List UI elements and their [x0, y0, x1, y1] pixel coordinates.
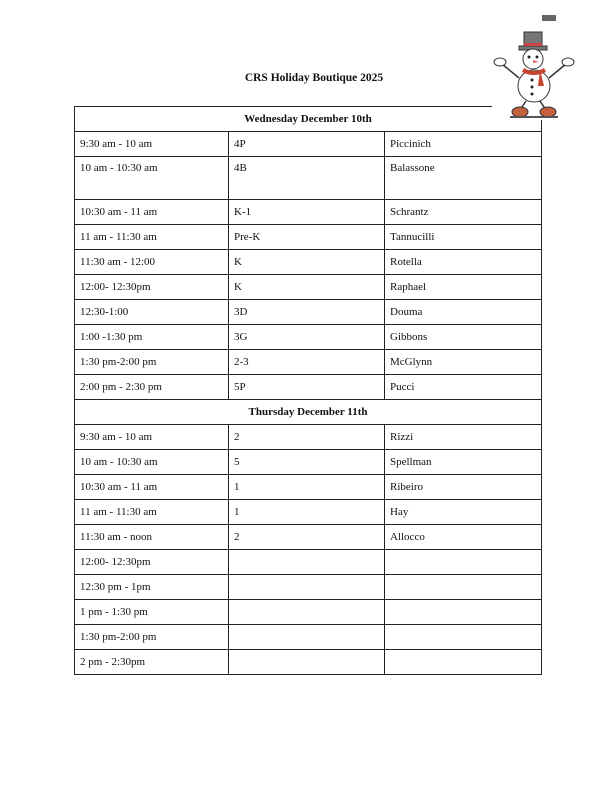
class-cell: 5P	[229, 375, 385, 400]
table-row	[75, 157, 542, 200]
class-cell: 3G	[229, 325, 385, 350]
time-cell: 12:00- 12:30pm	[75, 275, 229, 300]
time-cell: 10 am - 10:30 am	[75, 450, 229, 475]
time-cell: 1:00 -1:30 pm	[75, 325, 229, 350]
teacher-cell	[385, 600, 542, 625]
teacher-cell: Raphael	[385, 275, 542, 300]
day-header: Thursday December 11th	[75, 400, 542, 425]
table-row	[75, 325, 542, 350]
time-cell: 10:30 am - 11 am	[75, 475, 229, 500]
teacher-cell: Balassone	[385, 157, 542, 200]
table-row	[75, 132, 542, 157]
class-cell: 2	[229, 525, 385, 550]
class-cell: 4P	[229, 132, 385, 157]
time-cell: 12:30-1:00	[75, 300, 229, 325]
class-cell: 3D	[229, 300, 385, 325]
class-cell: K	[229, 250, 385, 275]
hat-fragment	[542, 15, 556, 21]
time-cell: 11 am - 11:30 am	[75, 500, 229, 525]
table-row	[75, 575, 542, 600]
table-row	[75, 225, 542, 250]
teacher-cell	[385, 625, 542, 650]
teacher-cell: Tannucilli	[385, 225, 542, 250]
table-row	[75, 300, 542, 325]
table-row	[75, 550, 542, 575]
time-cell: 2:00 pm - 2:30 pm	[75, 375, 229, 400]
time-cell: 12:30 pm - 1pm	[75, 575, 229, 600]
teacher-cell: Rizzi	[385, 425, 542, 450]
table-row	[75, 375, 542, 400]
class-cell: 4B	[229, 157, 385, 200]
class-cell: 2	[229, 425, 385, 450]
table-row	[75, 525, 542, 550]
teacher-cell: Schrantz	[385, 200, 542, 225]
document-title: CRS Holiday Boutique 2025	[244, 72, 384, 84]
teacher-cell	[385, 550, 542, 575]
teacher-cell: Hay	[385, 500, 542, 525]
class-cell: K-1	[229, 200, 385, 225]
class-cell: 2-3	[229, 350, 385, 375]
day-header-row	[75, 400, 542, 425]
table-row	[75, 500, 542, 525]
class-cell	[229, 575, 385, 600]
time-cell: 1:30 pm-2:00 pm	[75, 350, 229, 375]
snowman-illustration	[492, 12, 576, 120]
teacher-cell: McGlynn	[385, 350, 542, 375]
teacher-cell: Pucci	[385, 375, 542, 400]
table-row	[75, 200, 542, 225]
class-cell	[229, 625, 385, 650]
table-row	[75, 650, 542, 675]
teacher-cell	[385, 575, 542, 600]
table-row	[75, 275, 542, 300]
class-cell	[229, 600, 385, 625]
time-cell: 10:30 am - 11 am	[75, 200, 229, 225]
teacher-cell: Rotella	[385, 250, 542, 275]
table-row	[75, 475, 542, 500]
time-cell: 9:30 am - 10 am	[75, 425, 229, 450]
table-row	[75, 350, 542, 375]
time-cell: 11:30 am - noon	[75, 525, 229, 550]
time-cell: 9:30 am - 10 am	[75, 132, 229, 157]
time-cell: 1:30 pm-2:00 pm	[75, 625, 229, 650]
class-cell: 1	[229, 500, 385, 525]
table-row	[75, 250, 542, 275]
teacher-cell: Piccinich	[385, 132, 542, 157]
teacher-cell: Allocco	[385, 525, 542, 550]
class-cell	[229, 650, 385, 675]
schedule-table	[74, 106, 542, 675]
table-row	[75, 450, 542, 475]
class-cell: Pre-K	[229, 225, 385, 250]
table-row	[75, 600, 542, 625]
table-row	[75, 625, 542, 650]
time-cell: 12:00- 12:30pm	[75, 550, 229, 575]
class-cell: 1	[229, 475, 385, 500]
class-cell	[229, 550, 385, 575]
time-cell: 1 pm - 1:30 pm	[75, 600, 229, 625]
class-cell: K	[229, 275, 385, 300]
teacher-cell: Ribeiro	[385, 475, 542, 500]
teacher-cell	[385, 650, 542, 675]
day-header-row	[75, 107, 542, 132]
time-cell: 10 am - 10:30 am	[75, 157, 229, 200]
time-cell: 11:30 am - 12:00	[75, 250, 229, 275]
day-header: Wednesday December 10th	[75, 107, 542, 132]
time-cell: 11 am - 11:30 am	[75, 225, 229, 250]
table-row	[75, 425, 542, 450]
teacher-cell: Gibbons	[385, 325, 542, 350]
time-cell: 2 pm - 2:30pm	[75, 650, 229, 675]
class-cell: 5	[229, 450, 385, 475]
teacher-cell: Douma	[385, 300, 542, 325]
teacher-cell: Spellman	[385, 450, 542, 475]
